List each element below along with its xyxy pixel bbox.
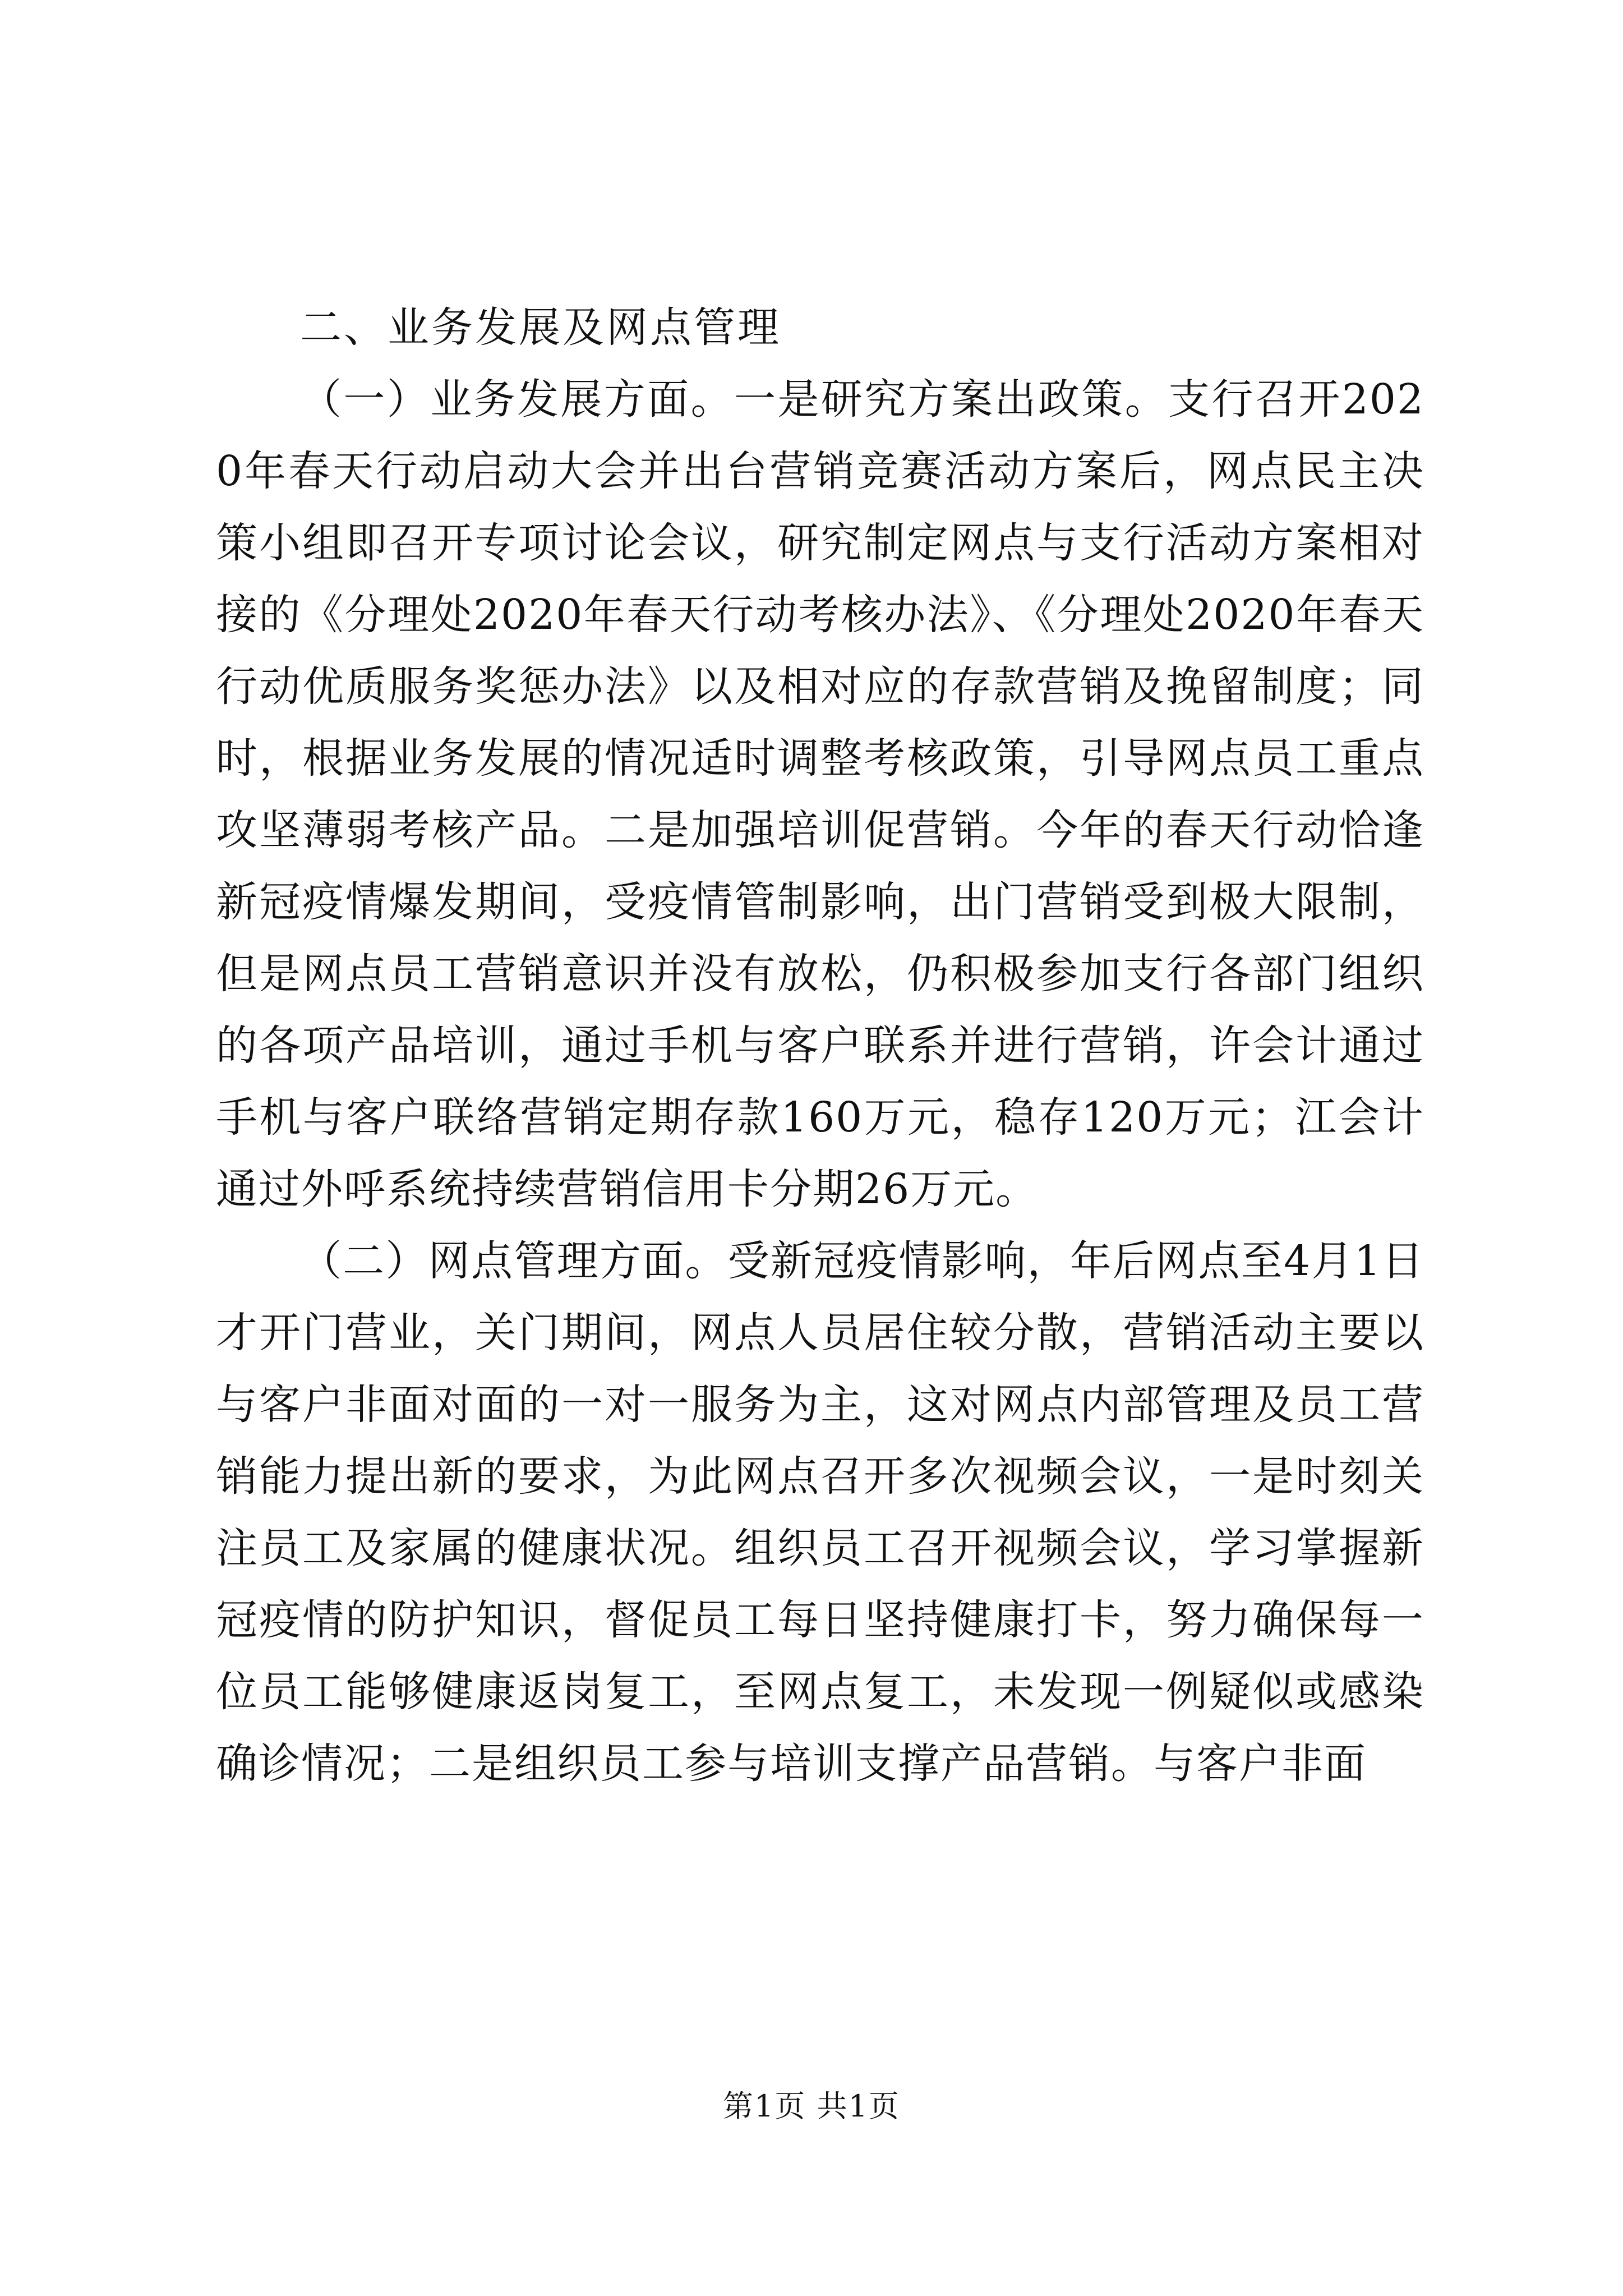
document-body [216,292,1424,1800]
paragraph-branch-management: （二）网点管理方面。受新冠疫情影响，年后网点至4月1日才开门营业，关门期间，网点人员居住较分散，营销活动主要以与客户非面对面的一对一服务为主，这对网点内部管理及员工营销能力提出新的要求，为此网点召开多次视频会议，一是时刻关注员工及家属的健康状况。组织员工召开视频会议，学习掌握新冠疫情的防护知识，督促员工每日坚持健康打卡，努力确保每一位员工能够健康返岗复工，至网点复工，未发现一例疑似或感染确诊情况；二是组织员工参与培训支撑产品营销。与客户非面 [216,1237,1424,1788]
section-heading: 二、业务发展及网点管理 [300,303,781,352]
paragraph-business-development: （一）业务发展方面。一是研究方案出政策。支行召开2020年春天行动启动大会并出台营销竞赛活动方案后，网点民主决策小组即召开专项讨论会议，研究制定网点与支行活动方案相对接的《分理处2020年春天行动考核办法》、《分理处2020年春天行动优质服务奖惩办法》以及相对应的存款营销及挽留制度；同时，根据业务发展的情况适时调整考核政策，引导网点员工重点攻坚薄弱考核产品。二是加强培训促营销。今年的春天行动恰逢新冠疫情爆发期间，受疫情管制影响，出门营销受到极大限制，但是网点员工营销意识并没有放松，仍积极参加支行各部门组织的各项产品培训，通过手机与客户联系并进行营销，许会计通过手机与客户联络营销定期存款160万元，稳存120万元；江会计通过外呼系统持续营销信用卡分期26万元。 [216,375,1424,1213]
page-footer: 第1页 共1页 [723,2088,900,2124]
